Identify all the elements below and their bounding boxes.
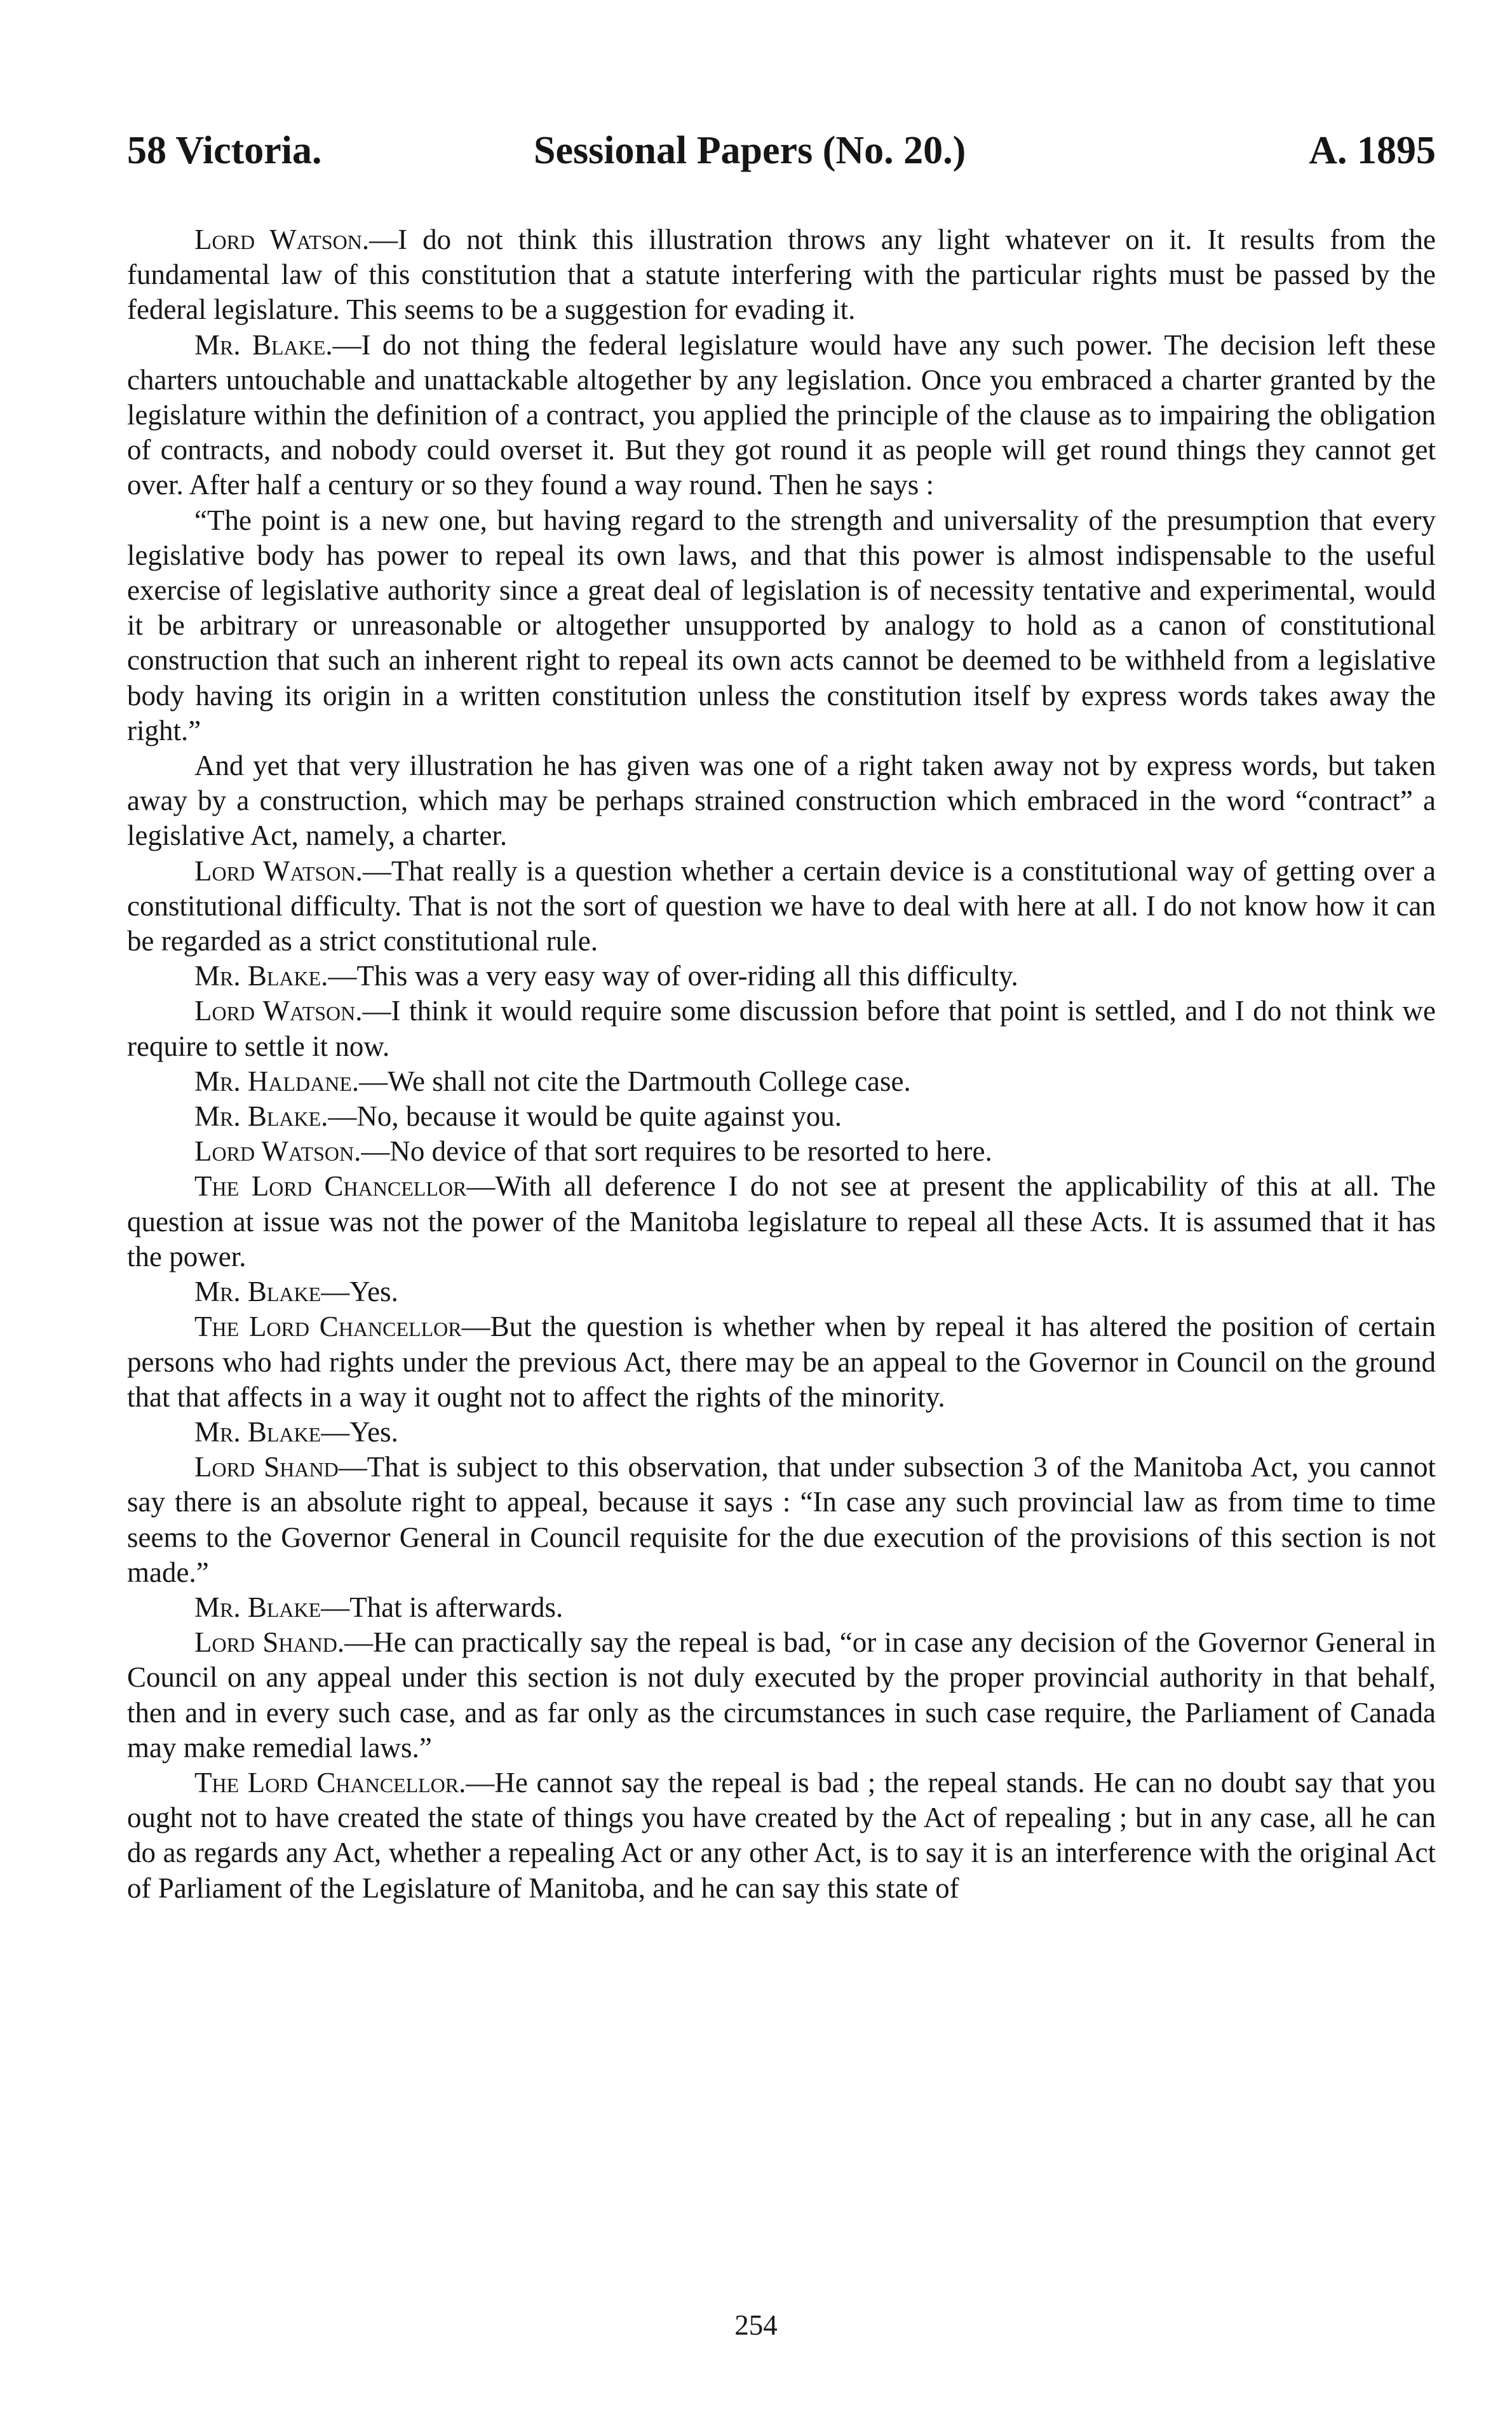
paragraph	[127, 1415, 1436, 1450]
speaker-name: Lord Shand.	[194, 1626, 345, 1659]
paragraph	[127, 1450, 1436, 1590]
speaker-name: Mr. Blake	[194, 1591, 321, 1623]
paragraph	[127, 328, 1436, 503]
paragraph	[127, 1309, 1436, 1415]
speaker-name: Lord Watson.	[194, 995, 363, 1027]
paragraph	[127, 1134, 1436, 1169]
paragraph	[127, 1064, 1436, 1099]
paragraph-text: —No device of that sort requires to be resorted to here.	[361, 1135, 992, 1168]
page-header	[127, 122, 1436, 179]
speaker-name: Mr. Blake.	[194, 1100, 328, 1133]
speaker-name: Mr. Blake.	[194, 960, 328, 992]
speaker-name: Mr. Blake	[194, 1276, 321, 1308]
speaker-name: Lord Watson.	[194, 1135, 361, 1168]
paragraph-text: —No, because it would be quite against you.	[328, 1100, 842, 1133]
paragraph-text: —That is subject to this observation, that under subsection 3 of the Manitoba Act, you cannot say there is an absolute right to appeal, because it says : “In case any such provincial law as from time to time seems to the Governor General in Council requisite for the due execution of the provisions of this section is not made.”	[127, 1451, 1436, 1588]
paragraph	[127, 1765, 1436, 1906]
speaker-name: Lord Watson.	[194, 854, 363, 887]
paragraph	[127, 994, 1436, 1063]
paragraph-text: —That really is a question whether a certain device is a constitutional way of getting over a constitutional difficulty. That is not the sort of question we have to deal with here at all. I do not know how it can be regarded as a strict constitutional rule.	[127, 854, 1436, 957]
page-number: 254	[734, 2309, 778, 2341]
quote-text: “The point is a new one, but having regard to the strength and universality of the presumption that every legislative body has power to repeal its own laws, and that this power is almost indispensable to the useful exercise of legislative authority since a great deal of legislation is of necessity tentative and experimental, would it be arbitrary or unreasonable or altogether unsupported by analogy to hold as a canon of constitutional construction that such an inherent right to repeal its own acts cannot be deemed to be withheld from a legislative body having its origin in a written constitution unless the constitution itself by express words takes away the right.”	[127, 504, 1436, 746]
paragraph-text: —This was a very easy way of over-riding all this difficulty.	[328, 960, 1018, 992]
paragraph-text: —Yes.	[321, 1415, 398, 1448]
paragraph-text: —He cannot say the repeal is bad ; the repeal stands. He can no doubt say that you ought not to have created the state of things you have created by the Act of repealing ; but in any case, all he can do as regards any Act, whether a repealing Act or any other Act, is to say it is an interference with the original Act of Parliament of the Legislature of Manitoba, and he can say this state of	[127, 1766, 1436, 1904]
paragraph-text: —We shall not cite the Dartmouth College case.	[359, 1065, 911, 1097]
paragraph-text: —Yes.	[321, 1276, 398, 1308]
paragraph-text: —That is afterwards.	[321, 1591, 564, 1623]
paragraph	[127, 959, 1436, 994]
paragraph	[127, 854, 1436, 959]
block-quote	[127, 503, 1436, 748]
speaker-name: Lord Watson.	[194, 224, 370, 255]
paragraph-text: —He can practically say the repeal is bad, “or in case any decision of the Governor General in Council on any appeal under this section is not duly executed by the proper provincial authority in that behalf, then and in every such case, and as far only as the circumstances in such case require, the Parliament of Canada may make remedial laws.”	[127, 1626, 1436, 1764]
speaker-name: Mr. Haldane.	[194, 1065, 360, 1097]
paragraph	[127, 1099, 1436, 1134]
paragraph-text: —I do not think this illustration throws any light whatever on it. It results from the fundamental law of this constitution that a statute interfering with the particular rights must be passed by the federal legislature. This seems to be a suggestion for evading it.	[127, 224, 1436, 326]
paragraph-text: —I do not thing the federal legislature would have any such power. The decision left these charters untouchable and unattackable altogether by any legislation. Once you embraced a charter granted by the legislature within the definition of a contract, you applied the principle of the clause as to impairing the obligation of contracts, and nobody could overset it. But they got round it as people will get round things they cannot get over. After half a century or so they found a way round. Then he says :	[127, 328, 1436, 501]
speaker-name: The Lord Chancellor	[194, 1170, 467, 1203]
paragraph-text: —I think it would require some discussion before that point is settled, and I do not think we require to settle it now.	[127, 995, 1436, 1062]
paragraph	[127, 1274, 1436, 1309]
paragraph	[127, 748, 1436, 854]
paragraph	[127, 1625, 1436, 1765]
document-body	[127, 222, 1436, 1906]
paragraph-text: And yet that very illustration he has given was one of a right taken away not by express words, but taken away by a construction, which may be perhaps strained construction which embraced in the word “contract” a legislative Act, namely, a charter.	[127, 750, 1436, 852]
speaker-name: Lord Shand	[194, 1451, 339, 1483]
paragraph-text: —But the question is whether when by repeal it has altered the position of certain persons who had rights under the previous Act, there may be an appeal to the Governor in Council on the ground that that affects in a way it ought not to affect the rights of the minority.	[127, 1311, 1436, 1413]
year-label: A. 1895	[1309, 129, 1436, 172]
paragraph	[127, 1169, 1436, 1274]
speaker-name: The Lord Chancellor.	[194, 1766, 466, 1799]
session-label: 58 Victoria.	[127, 129, 322, 172]
paragraph	[127, 1590, 1436, 1625]
speaker-name: Mr. Blake	[194, 1415, 321, 1448]
paragraph-text: —With all deference I do not see at present the applicability of this at all. The question at issue was not the power of the Manitoba legislature to repeal all these Acts. It is assumed that it has the power.	[127, 1170, 1436, 1272]
sessional-papers-title: Sessional Papers (No. 20.)	[534, 129, 966, 172]
paragraph	[127, 222, 1436, 328]
speaker-name: The Lord Chancellor	[194, 1311, 462, 1343]
speaker-name: Mr. Blake.	[194, 328, 333, 361]
